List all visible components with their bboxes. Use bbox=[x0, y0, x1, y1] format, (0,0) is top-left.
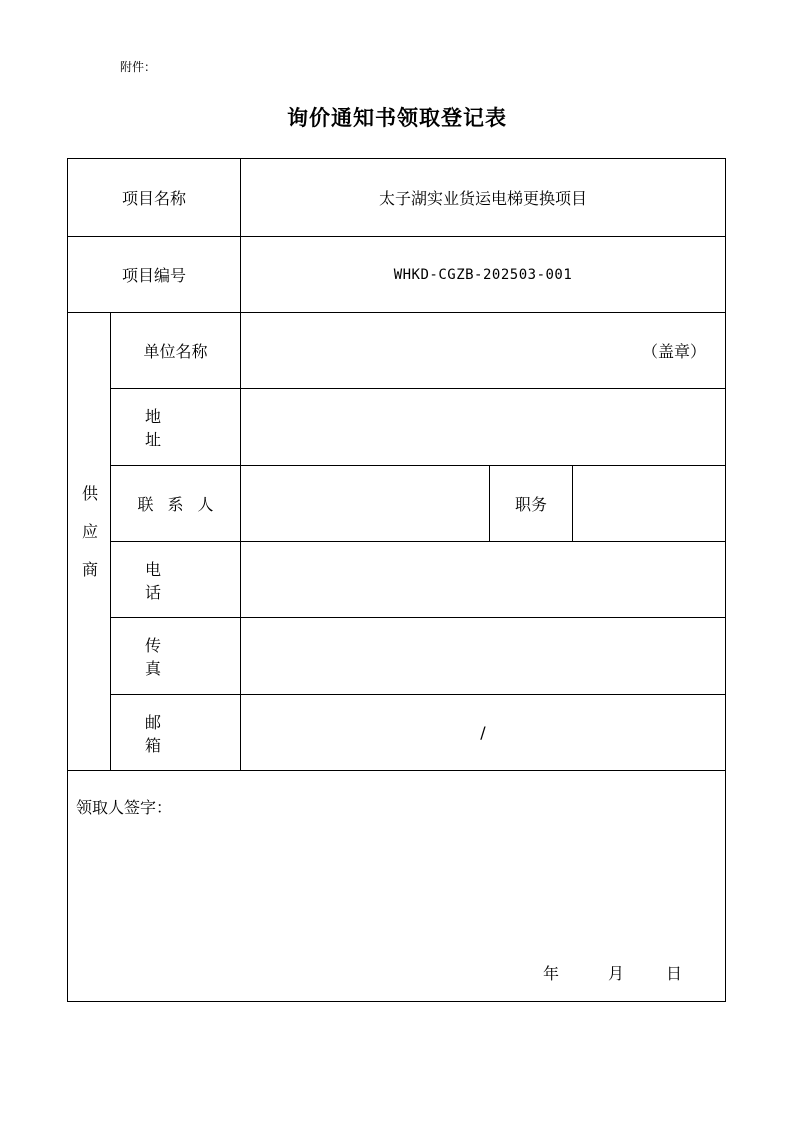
attachment-label: 附件： bbox=[120, 60, 157, 74]
supplier-group-label-text: 供应商 bbox=[79, 484, 99, 599]
email-value-text: / bbox=[480, 723, 486, 742]
registration-form-table bbox=[67, 158, 726, 1002]
unit-name-label-text: 单位名称 bbox=[143, 342, 208, 361]
position-label bbox=[490, 466, 572, 541]
address-label-text: 地址 bbox=[145, 407, 196, 449]
signature-year: 年 bbox=[543, 964, 560, 983]
project-name-value-text: 太子湖实业货运电梯更换项目 bbox=[378, 189, 587, 208]
signature-area[interactable] bbox=[68, 771, 725, 1001]
project-number-label bbox=[68, 237, 240, 312]
phone-label-text: 电话 bbox=[145, 559, 196, 602]
email-field[interactable] bbox=[241, 695, 725, 770]
contact-label bbox=[111, 466, 240, 541]
project-number-value-text: WHKD-CGZB-202503-001 bbox=[393, 266, 573, 283]
address-label bbox=[111, 389, 240, 465]
phone-label bbox=[111, 542, 240, 617]
signature-label: 领取人签字： bbox=[76, 798, 173, 817]
address-field[interactable] bbox=[241, 389, 725, 465]
project-number-value bbox=[241, 237, 725, 312]
fax-label bbox=[111, 618, 240, 694]
contact-label-text: 联系人 bbox=[137, 495, 228, 514]
page-title: 询价通知书领取登记表 bbox=[287, 105, 507, 130]
fax-field[interactable] bbox=[241, 618, 725, 694]
seal-note: （盖章） bbox=[642, 342, 707, 361]
project-name-label bbox=[68, 159, 240, 236]
email-label bbox=[111, 695, 240, 770]
project-number-label-text: 项目编号 bbox=[121, 266, 186, 285]
unit-name-label bbox=[111, 313, 240, 388]
supplier-group-label bbox=[68, 313, 110, 770]
signature-month: 月 bbox=[608, 964, 625, 983]
phone-field[interactable] bbox=[241, 542, 725, 617]
project-name-label-text: 项目名称 bbox=[121, 189, 186, 208]
fax-label-text: 传真 bbox=[145, 636, 196, 678]
position-field[interactable] bbox=[573, 466, 725, 541]
contact-field[interactable] bbox=[241, 466, 489, 541]
project-name-value bbox=[241, 159, 725, 236]
email-label-text: 邮箱 bbox=[145, 712, 196, 755]
position-label-text: 职务 bbox=[514, 495, 547, 514]
signature-day: 日 bbox=[666, 964, 683, 983]
